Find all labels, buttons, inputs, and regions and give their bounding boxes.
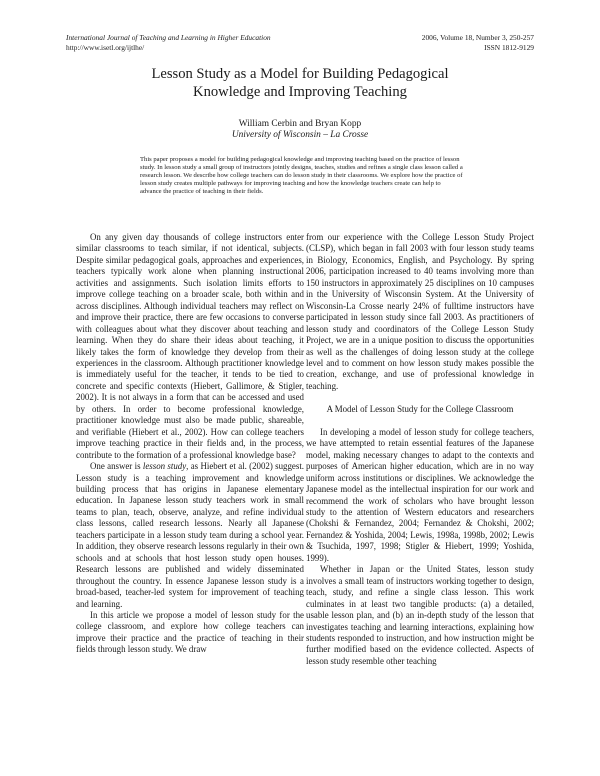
right-paragraph-3: Whether in Japan or the United States, lesson study involves a small team of instructors working together to design, teach, study, and refine a single class lesson. This work culminates in at least two tangible products: (a) a detailed, usable lesson plan, and (b) an in-depth study of the lesson that investigates teaching and learning interactions, explaining how students responded to instruction, and how instruction might be further modified based on the evidence collected. Aspects of lesson study resemble other teaching — [306, 564, 534, 666]
author-names: William Cerbin and Bryan Kopp — [238, 119, 362, 129]
issn: ISSN 1812-9129 — [484, 42, 534, 52]
journal-name: International Journal of Teaching and Learning in Higher Education — [66, 33, 271, 42]
title-line-2: Knowledge and Improving Teaching — [193, 83, 407, 100]
right-column — [306, 232, 534, 667]
title-line-1: Lesson Study as a Model for Building Pedagogical — [151, 66, 449, 82]
author-affiliation: University of Wisconsin – La Crosse — [231, 130, 369, 140]
abstract: This paper proposes a model for building pedagogical knowledge and improving teaching based on the practice of lesson study. In lesson study a small group of instructors jointly designs, teaches, studies and refines a single class lesson called a research lesson. We describe how college teachers can do lesson study in their classrooms. We explore how the practice of lesson study creates multiple pathways for improving teaching and how the knowledge teachers create can help to advance the practice of teaching in their fields. — [140, 156, 463, 195]
journal-url[interactable]: http://www.isetl.org/ijtlhe/ — [66, 42, 145, 52]
running-header — [66, 33, 534, 52]
left-p2-emphasis: lesson study — [142, 461, 187, 472]
section-heading: A Model of Lesson Study for the College Classroom — [326, 404, 514, 415]
left-column — [76, 232, 304, 656]
right-paragraph-2: In developing a model of lesson study for college teachers, we have attempted to retain essential features of the Japanese model, making necessary changes to adapt to the contexts and purposes of American higher education, which are in no way uniform across institutions or disciplines. We acknowledge the Japanese model as the intellectual inspiration for our work and recommend the work of scholars who have brought lesson study to the attention of Western educators and researchers (Chokshi & Fernandez, 2004; Fernandez & Chokshi, 2002; Fernandez & Yoshida, 2004; Lewis, 1998a, 1998b, 2002; Lewis & Tsuchida, 1997, 1998; Stigler & Hiebert, 1999; Yoshida, 1999). — [306, 426, 534, 563]
paper-title — [80, 66, 520, 101]
header-row-1 — [66, 33, 534, 43]
header-row-2 — [66, 43, 534, 53]
left-paragraph-2 — [76, 461, 304, 610]
right-paragraph-1: from our experience with the College Lesson Study Project (CLSP), which began in fall 2003 with four lesson study teams in Biology, Economics, English, and Psychology. By spring 2006, participation increased to 40 teams involving more than 150 instructors in approximately 25 disciplines on 10 campuses in the University of Wisconsin System. At the University of Wisconsin-La Crosse nearly 24% of fulltime instructors have participated in lesson study since fall 2003. As practitioners of lesson study and coordinators of the College Lesson Study Project, we are in a unique position to discuss the opportunities as well as the challenges of doing lesson study at the college level and to comment on how lesson study makes possible the creation, exchange, and use of professional knowledge in teaching. — [306, 232, 534, 391]
issue-info: 2006, Volume 18, Number 3, 250-257 — [421, 33, 534, 42]
left-p2-start: One answer is — [90, 461, 143, 472]
left-paragraph-3: In this article we propose a model of lesson study for the college classroom, and explore how college teachers can improve their practice and the practice of teaching in their fields through lesson study. We draw — [76, 609, 304, 655]
author-block — [66, 119, 534, 141]
left-paragraph-1: On any given day thousands of college instructors enter similar classrooms to teach similar, if not identical, subjects. Despite similar pedagogical goals, approaches and experiences, teachers typically work alone when planning instructional activities and assignments. Such isolation limits efforts to improve college teaching on a broader scale, both within and across disciplines. Although individual teachers may reflect on and improve their practice, there are few occasions to converse with colleagues about what they discover about teaching and learning. When they do share their ideas about teaching, it likely takes the form of knowledge they develop from their experiences in the classroom. Although practitioner knowledge is immediately useful for the teacher, it tends to be tied to concrete and specific contexts (Hiebert, Gallimore, & Stigler, 2002). It is not always in a form that can be accessed and used by others. In order to become professional knowledge, practitioner knowledge must also be made public, shareable, and verifiable (Hiebert et al., 2002). How can college teachers improve teaching practice in their fields and, in the process, contribute to the formation of a professional knowledge base? — [76, 232, 304, 460]
left-p2-rest: , as Hiebert et al. (2002) suggest. Lesson study is a teaching improvement and knowledge building process that has origins in Japanese elementary education. In Japanese lesson study teachers work in small teams to plan, teach, observe, analyze, and refine individual class lessons, called research lessons. Nearly all Japanese teachers participate in a lesson study team during a school year. In addition, they observe research lessons regularly in their own schools and at schools that host lesson study open houses. Research lessons are published and widely disseminated throughout the country. In essence Japanese lesson study is a broad-based, teacher-led system for improvement of teaching and learning. — [76, 461, 305, 609]
